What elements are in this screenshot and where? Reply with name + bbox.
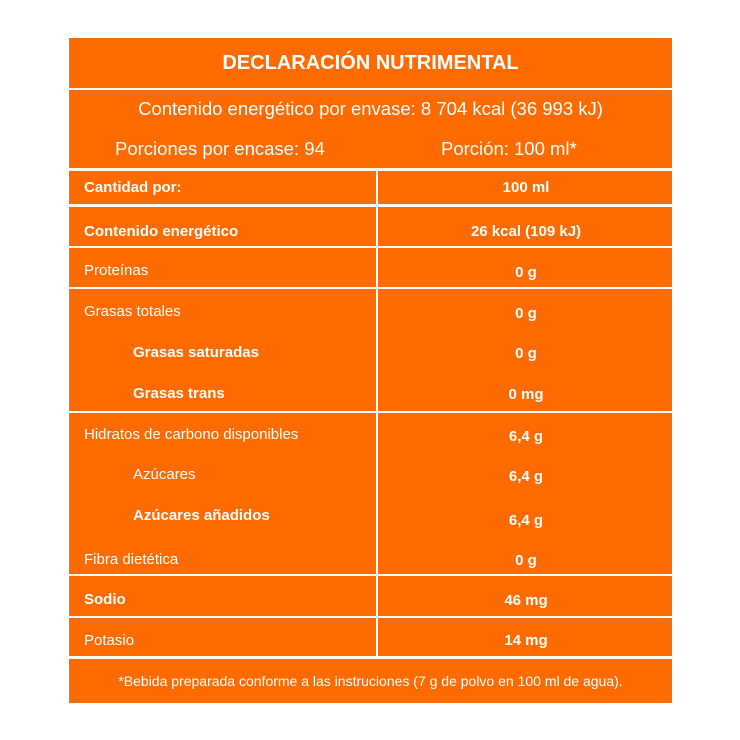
nutrition-table [69, 168, 672, 659]
row-value-trans-fat: 0 mg [508, 386, 544, 403]
portion-size: Porción: 100 ml* [441, 138, 577, 159]
row-value-carbohydrates: 6,4 g [508, 428, 544, 445]
row-label-potassium: Potasio [84, 632, 135, 649]
row-value-sodium: 46 mg [504, 592, 548, 609]
row-label-sodium: Sodio [84, 591, 126, 608]
energy-per-container: Contenido energético por envase: 8 704 kcal (36 993 kJ) [138, 98, 603, 119]
row-value-energy: 26 kcal (109 kJ) [470, 223, 582, 240]
nutrition-title: DECLARACIÓN NUTRIMENTAL [69, 38, 672, 90]
row-label-carbohydrates: Hidratos de carbono disponibles [84, 426, 299, 443]
row-value-total-fat: 0 g [515, 305, 537, 322]
row-value-potassium: 14 mg [504, 632, 548, 649]
row-value-saturated-fat: 0 g [515, 345, 537, 362]
row-divider [69, 287, 672, 289]
row-value-fiber: 0 g [515, 552, 537, 569]
row-label-fiber: Fibra dietética [84, 551, 179, 568]
row-value-sugars: 6,4 g [508, 468, 544, 485]
row-divider [69, 411, 672, 413]
row-label-saturated-fat: Grasas saturadas [133, 344, 259, 361]
row-label-total-fat: Grasas totales [84, 303, 181, 320]
nutrition-facts-panel [69, 38, 672, 703]
row-divider [69, 204, 672, 207]
row-label-protein: Proteínas [84, 262, 149, 279]
row-value-added-sugars: 6,4 g [508, 512, 544, 529]
row-label-quantity: Cantidad por: [84, 179, 182, 196]
row-divider [69, 616, 672, 618]
footnote: *Bebida preparada conforme a las instruciones (7 g de polvo en 100 ml de agua). [118, 673, 623, 689]
row-value-quantity: 100 ml [502, 179, 550, 196]
row-divider [69, 574, 672, 576]
row-label-sugars: Azúcares [133, 466, 196, 483]
portions-line [69, 128, 672, 170]
portions-per-container: Porciones por encase: 94 [115, 138, 325, 159]
row-label-added-sugars: Azúcares añadidos [133, 507, 270, 524]
column-divider [376, 171, 378, 656]
row-label-energy: Contenido energético [84, 223, 239, 240]
row-label-trans-fat: Grasas trans [133, 385, 225, 402]
row-value-protein: 0 g [515, 264, 537, 281]
row-divider [69, 246, 672, 248]
